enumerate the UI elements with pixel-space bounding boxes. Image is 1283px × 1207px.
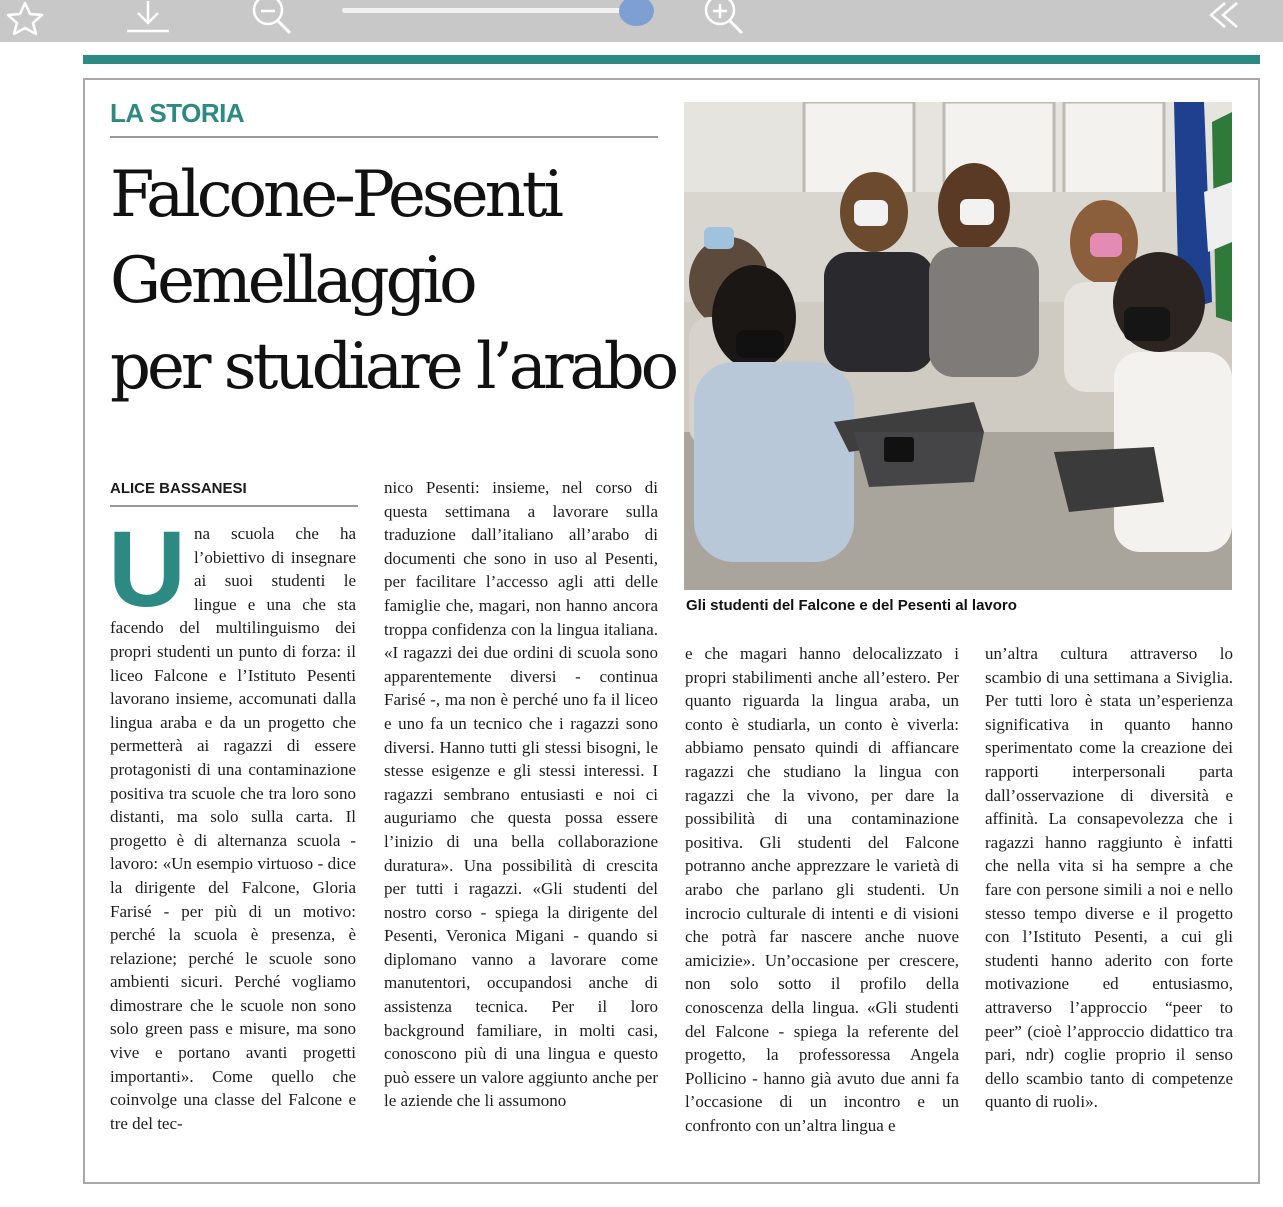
article-byline: ALICE BASSANESI	[110, 480, 247, 497]
headline-line-3: per studiare l’arabo	[110, 330, 676, 404]
article-kicker: LA STORIA	[110, 98, 245, 128]
article-column-3: e che magari hanno delocalizzato i propri stabilimenti anche all’estero. Per quanto riguarda la lingua araba, un conto è studiarla, un conto è viverla: abbiamo pensato quindi di affiancare ragazzi che studiano la lingua con ragazzi che la vivono, per dare la possibilità di una contaminazione positiva. Gli studenti del Falcone potranno anche apprezzare le varietà di arabo che parlano gli studenti. Un incrocio culturale di intenti e di visioni che potrà far nascere anche nuove amicizie». Un’occasione per crescere, non solo sotto il profilo della conoscenza della lingua. «Gli studenti del Falcone - spiega la referente del progetto, la professoressa Angela Pollicino - hanno già avuto due anni fa l’occasione di un incontro e un confronto con un’altra lingua e	[685, 644, 959, 1135]
byline-divider	[110, 505, 358, 507]
classroom-photo-illustration	[684, 102, 1232, 590]
drop-cap: U	[108, 508, 186, 629]
zoom-in-icon[interactable]	[700, 0, 748, 36]
collapse-icon[interactable]	[1205, 0, 1245, 36]
zoom-slider-knob[interactable]	[619, 0, 654, 26]
viewer-toolbar	[0, 0, 1283, 42]
zoom-slider[interactable]	[342, 8, 634, 13]
headline-line-1: Falcone-Pesenti	[110, 158, 560, 232]
photo-caption: Gli studenti del Falcone e del Pesenti al lavoro	[686, 597, 1017, 614]
column-1-text: na scuola che ha l’obiettivo di insegnare ai suoi studenti le lingue e una che sta facendo del multilinguismo dei propri studenti un punto di forza: il liceo Falcone e l’Istituto Pesenti lavorano insieme, accomunati dalla lingua araba e da un progetto che permetterà ai ragazzi di essere protagonisti di una contaminazione positiva tra scuole che tra loro sono distanti, ma solo sulla carta. Il progetto è di alternanza scuola - lavoro: «Un esempio virtuoso - dice la dirigente del Falcone, Gloria Farisé - per più di un motivo: perché la scuola è presenza, è relazione; perché le scuole sono ambienti sicuri. Perché vogliamo dimostrare che le scuole non sono solo green pass e misure, ma sono vive e portano avanti progetti importanti». Come quello che coinvolge una classe del Falcone e tre del tec-	[110, 524, 356, 1133]
page-top-rule	[83, 55, 1260, 64]
article-column-1	[108, 508, 356, 1135]
article-headline	[110, 152, 676, 410]
article-column-2: nico Pesenti: insieme, nel corso di questa settimana a lavorare sulla traduzione dall’italiano all’arabo di documenti che sono in uso al Pesenti, per facilitare l’accesso agli atti delle famiglie che, magari, non hanno ancora troppa confidenza con la lingua italiana. «I ragazzi dei due ordini di scuola sono apparentemente diversi - continua Farisé -, ma non è perché uno fa il liceo e uno fa un tecnico che i ragazzi sono diversi. Hanno tutti gli stessi bisogni, le stesse esigenze e gli stessi interessi. I ragazzi sembrano entusiasti e noi ci auguriamo che questa possa essere l’inizio di una bella collaborazione duratura». Una possibilità di crescita per tutti i ragazzi. «Gli studenti del nostro corso - spiega la dirigente del Pesenti, Veronica Migani - quando si diplomano vanno a lavorare come manutentori, occupandosi anche di assistenza tecnica. Per il loro background familiare, in molti casi, conoscono più di una lingua e questo può essere un valore aggiunto anche per le aziende che li assumono	[384, 478, 658, 1111]
star-icon[interactable]	[2, 0, 48, 36]
headline-line-2: Gemellaggio	[110, 244, 474, 318]
kicker-divider	[110, 136, 658, 138]
article-photo	[684, 102, 1232, 590]
download-icon[interactable]	[122, 0, 174, 36]
article-column-4: un’altra cultura attraverso lo scambio di una settimana a Siviglia. Per tutti loro è stata un’esperienza significativa in quanto hanno sperimentato come la creazione dei rapporti interpersonali parta dall’osservazione di diversità e affinità. La consapevolezza che i ragazzi hanno raggiunto è infatti che nella vita si ha sempre a che fare con persone simili a noi e nello stesso tempo diverse e il progetto con l’Istituto Pesenti, a cui gli studenti hanno aderito con forte motivazione ed entusiasmo, attraverso l’approccio “peer to peer” (cioè l’approccio didattico tra pari, ndr) coglie proprio il senso dello scambio tanto di competenze quanto di ruoli».	[985, 644, 1233, 1112]
zoom-out-icon[interactable]	[248, 0, 296, 36]
